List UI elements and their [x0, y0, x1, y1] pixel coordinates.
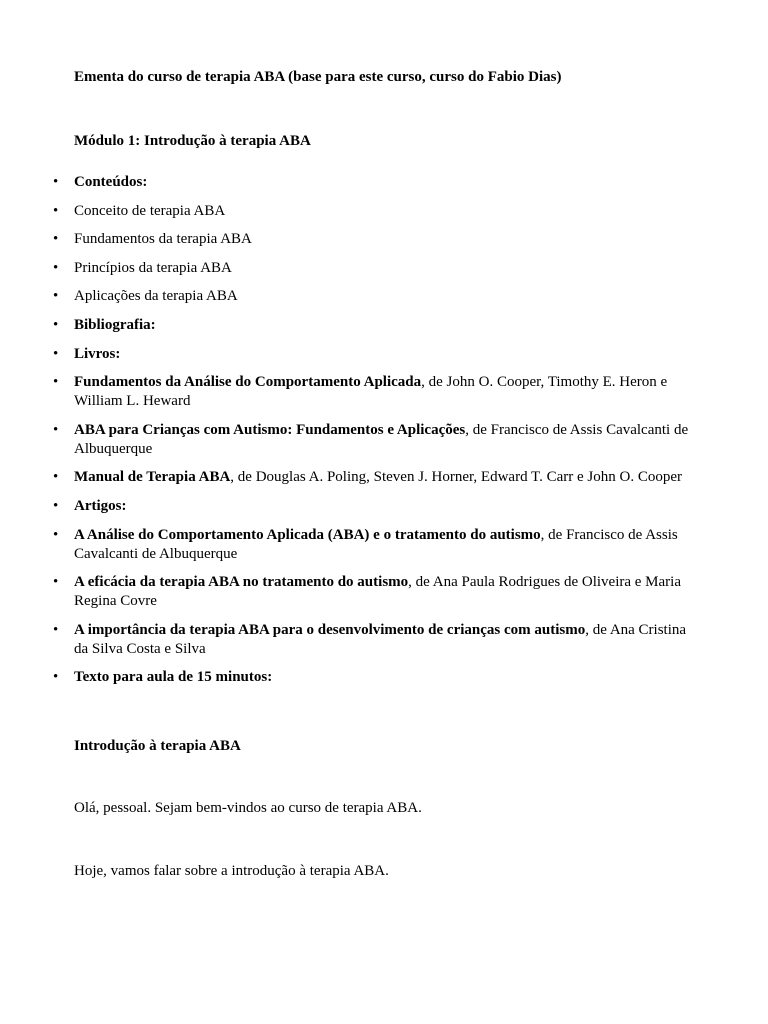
bullet-icon: • [53, 621, 59, 638]
item-text: Conceito de terapia ABA [74, 202, 226, 219]
item-text: Fundamentos da terapia ABA [74, 231, 252, 248]
list-item [0, 668, 694, 687]
list-item [0, 573, 694, 611]
bullet-icon: • [53, 316, 59, 333]
list-item [0, 373, 694, 411]
paragraph: Olá, pessoal. Sejam bem-vindos ao curso de terapia ABA. [74, 800, 422, 816]
item-text: Princípios da terapia ABA [74, 259, 232, 276]
item-bold-text: Fundamentos da Análise do Comportamento Aplicada [74, 374, 422, 391]
item-bold-text: Texto para aula de 15 minutos: [74, 669, 273, 686]
document-title: Ementa do curso de terapia ABA (base para este curso, curso do Fabio Dias) [74, 69, 562, 85]
item-bold-text: A importância da terapia ABA para o desenvolvimento de crianças com autismo [74, 621, 586, 638]
item-text: , de Francisco de Assis Cavalcanti de Albuquerque [74, 526, 678, 562]
bullet-icon: • [53, 374, 59, 391]
list-item [0, 497, 694, 516]
list-item [0, 287, 694, 306]
item-text: Aplicações da terapia ABA [74, 288, 238, 305]
bullet-icon: • [53, 574, 59, 591]
item-text: , de Douglas A. Poling, Steven J. Horner, Edward T. Carr e John O. Cooper [230, 469, 682, 486]
list-item [0, 259, 694, 278]
item-bold-text: A eficácia da terapia ABA no tratamento do autismo [74, 574, 409, 591]
list-item [0, 468, 694, 487]
list-item [0, 173, 694, 192]
bullet-icon: • [53, 497, 59, 514]
list-item [0, 202, 694, 221]
bullet-icon: • [53, 421, 59, 438]
paragraph: Hoje, vamos falar sobre a introdução à terapia ABA. [74, 863, 389, 879]
list-item [0, 345, 694, 364]
item-bold-text: A Análise do Comportamento Aplicada (ABA) e o tratamento do autismo [74, 526, 541, 543]
list-item [0, 230, 694, 249]
bullet-icon: • [53, 526, 59, 543]
item-bold-text: ABA para Crianças com Autismo: Fundamentos e Aplicações [74, 421, 466, 438]
bullet-icon: • [53, 669, 59, 686]
section-heading: Introdução à terapia ABA [74, 738, 241, 754]
list-item [0, 421, 694, 459]
list-item [0, 621, 694, 659]
item-bold-text: Conteúdos: [74, 174, 148, 190]
bullet-icon: • [53, 174, 59, 190]
bullet-icon: • [53, 345, 59, 362]
bullet-icon: • [53, 231, 59, 248]
bullet-icon: • [53, 469, 59, 486]
item-bold-text: Artigos: [74, 497, 127, 514]
bullet-icon: • [53, 288, 59, 305]
module-heading: Módulo 1: Introdução à terapia ABA [74, 133, 311, 149]
bullet-list [0, 173, 768, 697]
list-item [0, 526, 694, 564]
item-bold-text: Manual de Terapia ABA [74, 469, 231, 486]
list-item [0, 316, 694, 335]
item-text: , de Francisco de Assis Cavalcanti de Albuquerque [74, 421, 689, 457]
item-text: , de John O. Cooper, Timothy E. Heron e William L. Heward [74, 374, 668, 410]
item-bold-text: Livros: [74, 345, 121, 362]
item-bold-text: Bibliografia: [74, 316, 156, 333]
item-text: , de Ana Paula Rodrigues de Oliveira e Maria Regina Covre [74, 574, 681, 610]
item-text: , de Ana Cristina da Silva Costa e Silva [74, 621, 687, 657]
bullet-icon: • [53, 202, 59, 219]
bullet-icon: • [53, 259, 59, 276]
